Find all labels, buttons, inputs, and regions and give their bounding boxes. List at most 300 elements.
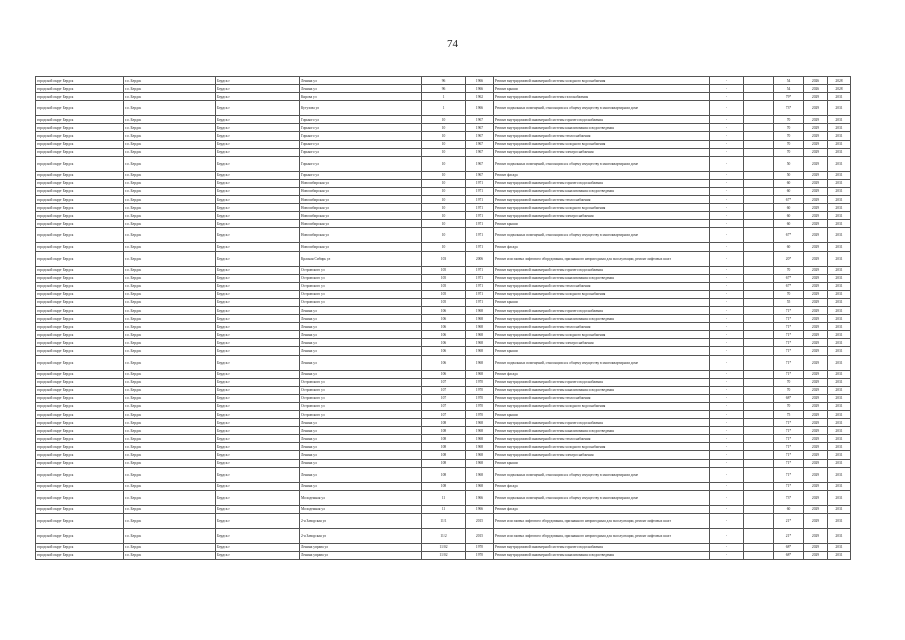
blank-cell — [744, 187, 774, 195]
locality-cell: Бердск г — [216, 411, 300, 419]
start-year-cell: 2029 — [804, 266, 828, 274]
street-cell: Ленина ул — [300, 347, 422, 355]
table-row — [36, 243, 851, 251]
start-year-cell: 2029 — [804, 386, 828, 394]
street-cell: Новосибирская ул — [300, 196, 422, 204]
house-number-cell: 96 — [422, 85, 466, 93]
year-built-cell: 1971 — [466, 282, 494, 290]
value-cell: 54 — [774, 85, 804, 93]
area-cell: городской округ Бердск — [36, 467, 124, 482]
end-year-cell: 2031 — [828, 243, 851, 251]
blank-cell — [744, 93, 774, 101]
street-cell: Молодежная ул — [300, 505, 422, 513]
start-year-cell: 2029 — [804, 505, 828, 513]
area-cell: городской округ Бердск — [36, 402, 124, 410]
town-cell: г.о. Бердск — [124, 116, 216, 124]
locality-cell: Бердск г — [216, 274, 300, 282]
house-number-cell: 10 — [422, 187, 466, 195]
house-number-cell: 11/02 — [422, 551, 466, 559]
area-cell: городской округ Бердск — [36, 451, 124, 459]
area-cell: городской округ Бердск — [36, 116, 124, 124]
value-cell: 71* — [774, 355, 804, 370]
work-type-cell: Ремонт фасада — [494, 482, 710, 490]
value-cell: 71* — [774, 347, 804, 355]
town-cell: г.о. Бердск — [124, 347, 216, 355]
town-cell: г.о. Бердск — [124, 505, 216, 513]
area-cell: городской округ Бердск — [36, 156, 124, 171]
end-year-cell: 2031 — [828, 451, 851, 459]
start-year-cell: 2029 — [804, 274, 828, 282]
blank-cell — [744, 156, 774, 171]
locality-cell: Бердск г — [216, 148, 300, 156]
locality-cell: Бердск г — [216, 435, 300, 443]
value-cell: 70 — [774, 124, 804, 132]
table-row — [36, 513, 851, 528]
area-cell: городской округ Бердск — [36, 132, 124, 140]
end-year-cell: 2031 — [828, 187, 851, 195]
street-cell: Новосибирская ул — [300, 220, 422, 228]
table-row — [36, 443, 851, 451]
street-cell: Горького ул — [300, 171, 422, 179]
marker-cell: - — [710, 505, 744, 513]
start-year-cell: 2029 — [804, 204, 828, 212]
locality-cell: Бердск г — [216, 251, 300, 266]
end-year-cell: 2031 — [828, 467, 851, 482]
street-cell: Ленина ул — [300, 355, 422, 370]
town-cell: г.о. Бердск — [124, 298, 216, 306]
town-cell: г.о. Бердск — [124, 490, 216, 505]
start-year-cell: 2029 — [804, 179, 828, 187]
town-cell: г.о. Бердск — [124, 459, 216, 467]
year-built-cell: 1968 — [466, 370, 494, 378]
area-cell: городской округ Бердск — [36, 85, 124, 93]
area-cell: городской округ Бердск — [36, 196, 124, 204]
locality-cell: Бердск г — [216, 298, 300, 306]
blank-cell — [744, 419, 774, 427]
table-row — [36, 85, 851, 93]
town-cell: г.о. Бердск — [124, 323, 216, 331]
start-year-cell: 2029 — [804, 93, 828, 101]
start-year-cell: 2029 — [804, 282, 828, 290]
house-number-cell: 108 — [422, 419, 466, 427]
blank-cell — [744, 132, 774, 140]
marker-cell: - — [710, 116, 744, 124]
year-built-cell: 1970 — [466, 543, 494, 551]
end-year-cell: 2031 — [828, 490, 851, 505]
value-cell: 71* — [774, 427, 804, 435]
blank-cell — [744, 315, 774, 323]
end-year-cell: 2031 — [828, 394, 851, 402]
work-type-cell: Ремонт внутридомовой инженерной системы горячего водоснабжения — [494, 266, 710, 274]
table-row — [36, 101, 851, 116]
table-row — [36, 77, 851, 85]
year-built-cell: 1968 — [466, 306, 494, 314]
street-cell: Островского ул — [300, 266, 422, 274]
street-cell: Островского ул — [300, 274, 422, 282]
town-cell: г.о. Бердск — [124, 266, 216, 274]
marker-cell: - — [710, 402, 744, 410]
start-year-cell: 2029 — [804, 306, 828, 314]
year-built-cell: 1967 — [466, 116, 494, 124]
street-cell: Красная Сибирь ул — [300, 251, 422, 266]
locality-cell: Бердск г — [216, 482, 300, 490]
work-type-cell: Ремонт внутридомовой инженерной системы холодного водоснабжения — [494, 331, 710, 339]
town-cell: г.о. Бердск — [124, 228, 216, 243]
start-year-cell: 2029 — [804, 451, 828, 459]
end-year-cell: 2031 — [828, 156, 851, 171]
end-year-cell: 2031 — [828, 132, 851, 140]
start-year-cell: 2029 — [804, 347, 828, 355]
town-cell: г.о. Бердск — [124, 77, 216, 85]
town-cell: г.о. Бердск — [124, 467, 216, 482]
work-type-cell: Ремонт крыши — [494, 411, 710, 419]
year-built-cell: 1971 — [466, 274, 494, 282]
table-row — [36, 93, 851, 101]
table-row — [36, 347, 851, 355]
start-year-cell: 2029 — [804, 339, 828, 347]
town-cell: г.о. Бердск — [124, 274, 216, 282]
table-row — [36, 274, 851, 282]
blank-cell — [744, 543, 774, 551]
value-cell: 20* — [774, 251, 804, 266]
area-cell: городской округ Бердск — [36, 386, 124, 394]
town-cell: г.о. Бердск — [124, 196, 216, 204]
town-cell: г.о. Бердск — [124, 251, 216, 266]
locality-cell: Бердск г — [216, 187, 300, 195]
house-number-cell: 10 — [422, 228, 466, 243]
town-cell: г.о. Бердск — [124, 543, 216, 551]
value-cell: 55 — [774, 298, 804, 306]
area-cell: городской округ Бердск — [36, 266, 124, 274]
table-row — [36, 228, 851, 243]
end-year-cell: 2031 — [828, 419, 851, 427]
town-cell: г.о. Бердск — [124, 402, 216, 410]
marker-cell: - — [710, 156, 744, 171]
area-cell: городской округ Бердск — [36, 419, 124, 427]
area-cell: городской округ Бердск — [36, 306, 124, 314]
value-cell: 70 — [774, 266, 804, 274]
marker-cell: - — [710, 274, 744, 282]
value-cell: 68* — [774, 543, 804, 551]
blank-cell — [744, 513, 774, 528]
end-year-cell: 2031 — [828, 179, 851, 187]
value-cell: 73* — [774, 101, 804, 116]
town-cell: г.о. Бердск — [124, 315, 216, 323]
value-cell: 71* — [774, 323, 804, 331]
year-built-cell: 1968 — [466, 355, 494, 370]
blank-cell — [744, 323, 774, 331]
street-cell: Ленина управа ул — [300, 543, 422, 551]
street-cell: Ленина ул — [300, 339, 422, 347]
table-row — [36, 196, 851, 204]
street-cell: Ленина ул — [300, 451, 422, 459]
area-cell: городской округ Бердск — [36, 148, 124, 156]
marker-cell: - — [710, 243, 744, 251]
start-year-cell: 2029 — [804, 490, 828, 505]
blank-cell — [744, 116, 774, 124]
area-cell: городской округ Бердск — [36, 315, 124, 323]
street-cell: Горького ул — [300, 148, 422, 156]
value-cell: 60 — [774, 243, 804, 251]
locality-cell: Бердск г — [216, 355, 300, 370]
year-built-cell: 2015 — [466, 513, 494, 528]
value-cell: 60 — [774, 179, 804, 187]
town-cell: г.о. Бердск — [124, 331, 216, 339]
house-number-cell: 10 — [422, 196, 466, 204]
locality-cell: Бердск г — [216, 386, 300, 394]
year-built-cell: 2015 — [466, 528, 494, 543]
town-cell: г.о. Бердск — [124, 132, 216, 140]
house-number-cell: 11 — [422, 490, 466, 505]
town-cell: г.о. Бердск — [124, 290, 216, 298]
work-type-cell: Ремонт внутридомовой инженерной системы газоснабжения — [494, 93, 710, 101]
start-year-cell: 2029 — [804, 427, 828, 435]
house-number-cell: 10 — [422, 220, 466, 228]
blank-cell — [744, 490, 774, 505]
blank-cell — [744, 459, 774, 467]
start-year-cell: 2029 — [804, 443, 828, 451]
house-number-cell: 106 — [422, 315, 466, 323]
work-type-cell: Ремонт или замена лифтового оборудования, признанного непригодным для эксплуатации, ремонт лифтовых шахт — [494, 528, 710, 543]
house-number-cell: 108 — [422, 451, 466, 459]
town-cell: г.о. Бердск — [124, 411, 216, 419]
street-cell: Горького ул — [300, 132, 422, 140]
house-number-cell: 106 — [422, 339, 466, 347]
year-built-cell: 1968 — [466, 443, 494, 451]
value-cell: 67* — [774, 274, 804, 282]
marker-cell: - — [710, 171, 744, 179]
work-type-cell: Ремонт внутридомовой инженерной системы теплоснабжения — [494, 435, 710, 443]
marker-cell: - — [710, 378, 744, 386]
marker-cell: - — [710, 419, 744, 427]
street-cell: Ленина ул — [300, 323, 422, 331]
table-row — [36, 402, 851, 410]
table-row — [36, 543, 851, 551]
table-row — [36, 148, 851, 156]
street-cell: Ленина ул — [300, 443, 422, 451]
locality-cell: Бердск г — [216, 228, 300, 243]
area-cell: городской округ Бердск — [36, 394, 124, 402]
marker-cell: - — [710, 85, 744, 93]
work-type-cell: Ремонт внутридомовой инженерной системы электроснабжения — [494, 339, 710, 347]
street-cell: Горького ул — [300, 116, 422, 124]
table-row — [36, 251, 851, 266]
value-cell: 60 — [774, 187, 804, 195]
marker-cell: - — [710, 411, 744, 419]
blank-cell — [744, 427, 774, 435]
area-cell: городской округ Бердск — [36, 355, 124, 370]
end-year-cell: 2031 — [828, 402, 851, 410]
end-year-cell: 2031 — [828, 482, 851, 490]
area-cell: городской округ Бердск — [36, 411, 124, 419]
start-year-cell: 2029 — [804, 378, 828, 386]
end-year-cell: 2031 — [828, 212, 851, 220]
table-row — [36, 306, 851, 314]
area-cell: городской округ Бердск — [36, 331, 124, 339]
marker-cell: - — [710, 386, 744, 394]
year-built-cell: 1970 — [466, 411, 494, 419]
year-built-cell: 1968 — [466, 339, 494, 347]
table-row — [36, 220, 851, 228]
value-cell: 71* — [774, 315, 804, 323]
year-built-cell: 1971 — [466, 243, 494, 251]
start-year-cell: 2029 — [804, 543, 828, 551]
year-built-cell: 1971 — [466, 204, 494, 212]
marker-cell: - — [710, 298, 744, 306]
value-cell: 21* — [774, 528, 804, 543]
town-cell: г.о. Бердск — [124, 282, 216, 290]
table-row — [36, 331, 851, 339]
year-built-cell: 1970 — [466, 402, 494, 410]
table-row — [36, 315, 851, 323]
blank-cell — [744, 266, 774, 274]
area-cell: городской округ Бердск — [36, 513, 124, 528]
table-row — [36, 132, 851, 140]
year-built-cell: 1966 — [466, 77, 494, 85]
table-row — [36, 156, 851, 171]
locality-cell: Бердск г — [216, 443, 300, 451]
blank-cell — [744, 355, 774, 370]
blank-cell — [744, 298, 774, 306]
table-row — [36, 298, 851, 306]
house-number-cell: 10 — [422, 179, 466, 187]
town-cell: г.о. Бердск — [124, 101, 216, 116]
value-cell: 71* — [774, 339, 804, 347]
marker-cell: - — [710, 101, 744, 116]
end-year-cell: 2031 — [828, 355, 851, 370]
work-type-cell: Ремонт внутридомовой инженерной системы теплоснабжения — [494, 132, 710, 140]
area-cell: городской округ Бердск — [36, 251, 124, 266]
blank-cell — [744, 435, 774, 443]
town-cell: г.о. Бердск — [124, 394, 216, 402]
area-cell: городской округ Бердск — [36, 179, 124, 187]
area-cell: городской округ Бердск — [36, 543, 124, 551]
area-cell: городской округ Бердск — [36, 490, 124, 505]
year-built-cell: 1966 — [466, 101, 494, 116]
marker-cell: - — [710, 490, 744, 505]
locality-cell: Бердск г — [216, 156, 300, 171]
area-cell: городской округ Бердск — [36, 339, 124, 347]
work-type-cell: Ремонт подвальных помещений, относящихся к общему имуществу в многоквартирном доме — [494, 228, 710, 243]
marker-cell: - — [710, 282, 744, 290]
street-cell: Островского ул — [300, 282, 422, 290]
start-year-cell: 2029 — [804, 101, 828, 116]
table-row — [36, 378, 851, 386]
year-built-cell: 1967 — [466, 132, 494, 140]
house-number-cell: 11/1 — [422, 513, 466, 528]
street-cell: Новосибирская ул — [300, 204, 422, 212]
page-number: 74 — [447, 38, 458, 50]
end-year-cell: 2031 — [828, 339, 851, 347]
table-row — [36, 187, 851, 195]
start-year-cell: 2029 — [804, 148, 828, 156]
end-year-cell: 2031 — [828, 378, 851, 386]
locality-cell: Бердск г — [216, 315, 300, 323]
table-row — [36, 204, 851, 212]
end-year-cell: 2031 — [828, 171, 851, 179]
locality-cell: Бердск г — [216, 427, 300, 435]
end-year-cell: 2031 — [828, 140, 851, 148]
end-year-cell: 2031 — [828, 551, 851, 559]
table-row — [36, 528, 851, 543]
blank-cell — [744, 378, 774, 386]
start-year-cell: 2029 — [804, 140, 828, 148]
locality-cell: Бердск г — [216, 394, 300, 402]
table-row — [36, 551, 851, 559]
year-built-cell: 1968 — [466, 451, 494, 459]
work-type-cell: Ремонт или замена лифтового оборудования, признанного непригодным для эксплуатации, ремонт лифтовых шахт — [494, 513, 710, 528]
blank-cell — [744, 467, 774, 482]
year-built-cell: 1968 — [466, 419, 494, 427]
value-cell: 70 — [774, 402, 804, 410]
work-type-cell: Ремонт внутридомовой инженерной системы электроснабжения — [494, 212, 710, 220]
locality-cell: Бердск г — [216, 528, 300, 543]
marker-cell: - — [710, 347, 744, 355]
table-row — [36, 467, 851, 482]
blank-cell — [744, 171, 774, 179]
work-type-cell: Ремонт фасада — [494, 370, 710, 378]
year-built-cell: 1962 — [466, 93, 494, 101]
street-cell: Ленина ул — [300, 331, 422, 339]
work-type-cell: Ремонт внутридомовой инженерной системы теплоснабжения — [494, 196, 710, 204]
value-cell: 60 — [774, 212, 804, 220]
table-row — [36, 427, 851, 435]
work-type-cell: Ремонт внутридомовой инженерной системы канализования и водоотведения — [494, 187, 710, 195]
locality-cell: Бердск г — [216, 551, 300, 559]
marker-cell: - — [710, 331, 744, 339]
street-cell: Островского ул — [300, 298, 422, 306]
blank-cell — [744, 140, 774, 148]
town-cell: г.о. Бердск — [124, 212, 216, 220]
table-row — [36, 179, 851, 187]
town-cell: г.о. Бердск — [124, 171, 216, 179]
town-cell: г.о. Бердск — [124, 435, 216, 443]
locality-cell: Бердск г — [216, 140, 300, 148]
area-cell: городской округ Бердск — [36, 93, 124, 101]
year-built-cell: 1968 — [466, 315, 494, 323]
start-year-cell: 2029 — [804, 290, 828, 298]
year-built-cell: 1971 — [466, 212, 494, 220]
start-year-cell: 2029 — [804, 124, 828, 132]
street-cell: Островского ул — [300, 386, 422, 394]
town-cell: г.о. Бердск — [124, 243, 216, 251]
year-built-cell: 1971 — [466, 196, 494, 204]
street-cell: Ленина ул — [300, 315, 422, 323]
locality-cell: Бердск г — [216, 212, 300, 220]
marker-cell: - — [710, 443, 744, 451]
area-cell: городской округ Бердск — [36, 274, 124, 282]
start-year-cell: 2029 — [804, 402, 828, 410]
street-cell: Кутузова ул — [300, 101, 422, 116]
locality-cell: Бердск г — [216, 339, 300, 347]
end-year-cell: 2031 — [828, 513, 851, 528]
start-year-cell: 2029 — [804, 419, 828, 427]
area-cell: городской округ Бердск — [36, 347, 124, 355]
blank-cell — [744, 443, 774, 451]
value-cell: 60 — [774, 220, 804, 228]
work-type-cell: Ремонт крыши — [494, 347, 710, 355]
blank-cell — [744, 290, 774, 298]
start-year-cell: 2029 — [804, 212, 828, 220]
start-year-cell: 2026 — [804, 77, 828, 85]
start-year-cell: 2029 — [804, 528, 828, 543]
start-year-cell: 2029 — [804, 315, 828, 323]
town-cell: г.о. Бердск — [124, 187, 216, 195]
start-year-cell: 2029 — [804, 171, 828, 179]
blank-cell — [744, 179, 774, 187]
area-cell: городской округ Бердск — [36, 140, 124, 148]
blank-cell — [744, 124, 774, 132]
